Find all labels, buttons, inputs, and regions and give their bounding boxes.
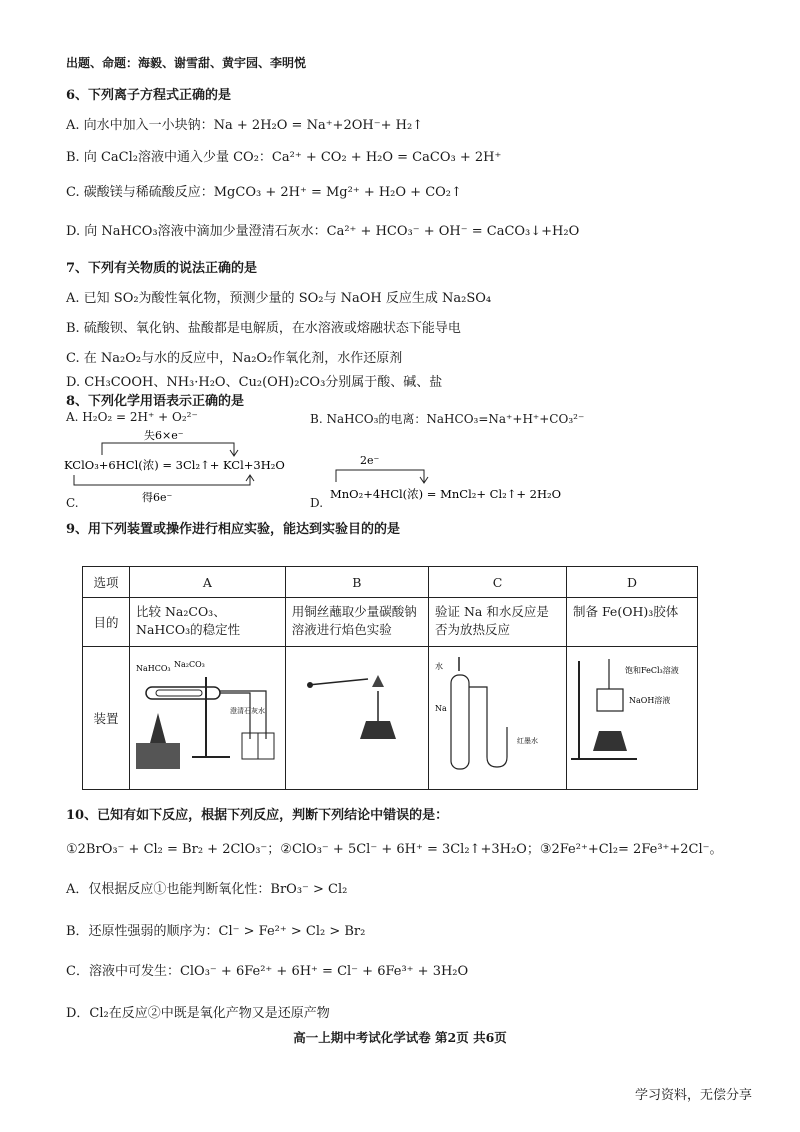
apparatus-row-label: 装置 [83, 647, 130, 790]
purpose-cell-c: 验证 Na 和水反应是否为放热反应 [429, 598, 567, 647]
q8-option-d-diagram [326, 452, 566, 502]
purpose-cell-b: 用铜丝蘸取少量碳酸钠溶液进行焰色实验 [285, 598, 428, 647]
table-header-cell: B [285, 567, 428, 598]
q8-c-equation: KClO₃+6HCl(浓) = 3Cl₂↑+ KCl+3H₂O [64, 458, 285, 472]
apparatus-b-flame-test-diagram [286, 647, 412, 779]
flame-icon [372, 675, 384, 687]
q6-option-b: B. 向 CaCl₂溶液中通入少量 CO₂：Ca²⁺ + CO₂ + H₂O = CaCO₃ + 2H⁺ [66, 150, 502, 165]
apparatus-c-exotherm-diagram [429, 647, 555, 779]
purpose-cell-d: 制备 Fe(OH)₃胶体 [566, 598, 697, 647]
apparatus-cell-c [429, 647, 567, 790]
q9-experiment-table [82, 566, 698, 790]
table-header-cell: 选项 [83, 567, 130, 598]
q10-reactions: ①2BrO₃⁻ + Cl₂ = Br₂ + 2ClO₃⁻；②ClO₃⁻ + 5Cl⁻ + 6H⁺ = 3Cl₂↑+3H₂O；③2Fe²⁺+Cl₂= 2Fe³⁺+2Cl⁻。 [66, 842, 723, 857]
wood-block [136, 743, 180, 769]
table-row-apparatus [83, 647, 698, 790]
q8-option-b: B. NaHCO₃的电离：NaHCO₃=Na⁺+H⁺+CO₃²⁻ [310, 412, 585, 426]
q8-option-c-diagram [60, 425, 300, 505]
q10-stem: 10、已知有如下反应，根据下列反应，判断下列结论中错误的是： [66, 808, 449, 823]
q8-stem: 8、下列化学用语表示正确的是 [66, 394, 245, 409]
q10-option-c: C．溶液中可发生：ClO₃⁻ + 6Fe²⁺ + 6H⁺ = Cl⁻ + 6Fe³⁺ + 3H₂O [66, 964, 469, 979]
apparatus-d-colloid-diagram [567, 647, 697, 779]
q7-option-a: A. 已知 SO₂为酸性氧化物，预测少量的 SO₂与 NaOH 反应生成 Na₂SO₄ [66, 291, 492, 306]
label-limewater: 澄清石灰水 [230, 707, 265, 715]
q8-option-a: A. H₂O₂ = 2H⁺ + O₂²⁻ [66, 410, 198, 424]
q9-stem: 9、用下列装置或操作进行相应实验，能达到实验目的的是 [66, 522, 401, 537]
label-water: 水 [435, 662, 444, 671]
q6-stem: 6、下列离子方程式正确的是 [66, 88, 232, 103]
q7-option-d: D. CH₃COOH、NH₃·H₂O、Cu₂(OH)₂CO₃分别属于酸、碱、盐 [66, 375, 443, 390]
q7-option-b: B. 硫酸钡、氧化钠、盐酸都是电解质，在水溶液或熔融状态下能导电 [66, 321, 461, 336]
watermark-text: 学习资料，无偿分享 [634, 1088, 752, 1103]
delivery-tube-2 [220, 691, 266, 739]
q8-c-lost-label: 失6×e⁻ [144, 429, 184, 442]
q8-d-bracket [336, 470, 424, 482]
label-na2co3: Na₂CO₃ [174, 660, 205, 669]
test-tube [451, 675, 469, 769]
purpose-cell-a: 比较 Na₂CO₃、NaHCO₃的稳定性 [130, 598, 286, 647]
page-footer: 高一上期中考试化学试卷 第2页 共6页 [293, 1030, 507, 1045]
label-red-ink: 红墨水 [517, 737, 539, 745]
label-na: Na [435, 704, 447, 713]
author-line: 出题、命题：海毅、谢雪甜、黄宇园、李明悦 [66, 56, 307, 70]
delivery-tube [220, 693, 250, 739]
label-fecl3: 饱和FeCl₃溶液 [624, 666, 679, 675]
table-row-purpose [83, 598, 698, 647]
purpose-row-label: 目的 [83, 598, 130, 647]
q8-d-equation: MnO₂+4HCl(浓) = MnCl₂+ Cl₂↑+ 2H₂O [330, 487, 562, 501]
table-header-cell: D [566, 567, 697, 598]
q8-option-d-label: D. [310, 496, 324, 510]
alcohol-lamp-icon [360, 721, 396, 739]
q7-option-c: C. 在 Na₂O₂与水的反应中，Na₂O₂作氧化剂，水作还原剂 [66, 351, 403, 366]
q6-option-d: D. 向 NaHCO₃溶液中滴加少量澄清石灰水：Ca²⁺ + HCO₃⁻ + OH⁻ = CaCO₃↓+H₂O [66, 224, 580, 239]
label-naoh: NaOH溶液 [628, 696, 671, 705]
wire-tip [307, 682, 313, 688]
q7-stem: 7、下列有关物质的说法正确的是 [66, 261, 258, 276]
q8-c-top-bracket [102, 443, 234, 455]
beaker [597, 689, 623, 711]
alcohol-lamp-icon [150, 713, 166, 743]
q8-c-bottom-bracket [74, 475, 250, 485]
q10-option-d: D．Cl₂在反应②中既是氧化产物又是还原产物 [66, 1006, 330, 1021]
q10-option-b: B．还原性强弱的顺序为：Cl⁻ > Fe²⁺ > Cl₂ > Br₂ [66, 924, 366, 939]
small-test-tube [156, 690, 202, 696]
q10-option-a: A．仅根据反应①也能判断氧化性：BrO₃⁻ > Cl₂ [66, 882, 348, 897]
q8-option-c-label: C. [66, 496, 79, 510]
q6-option-c: C. 碳酸镁与稀硫酸反应：MgCO₃ + 2H⁺ = Mg²⁺ + H₂O + CO₂↑ [66, 185, 462, 200]
alcohol-lamp-icon [593, 731, 627, 751]
q8-c-gained-label: 得6e⁻ [142, 491, 173, 504]
label-nahco3: NaHCO₃ [136, 664, 171, 673]
q6-option-a: A. 向水中加入一小块钠：Na + 2H₂O = Na⁺+2OH⁻+ H₂↑ [66, 118, 424, 133]
table-header-cell: C [429, 567, 567, 598]
q8-d-transfer-label: 2e⁻ [360, 454, 380, 467]
copper-wire [308, 679, 368, 685]
large-test-tube [146, 687, 220, 699]
table-header-cell: A [130, 567, 286, 598]
apparatus-cell-b [285, 647, 428, 790]
apparatus-cell-d [566, 647, 697, 790]
u-tube [469, 687, 507, 767]
apparatus-a-heating-diagram [130, 647, 276, 779]
apparatus-cell-a [130, 647, 286, 790]
table-header-row [83, 567, 698, 598]
